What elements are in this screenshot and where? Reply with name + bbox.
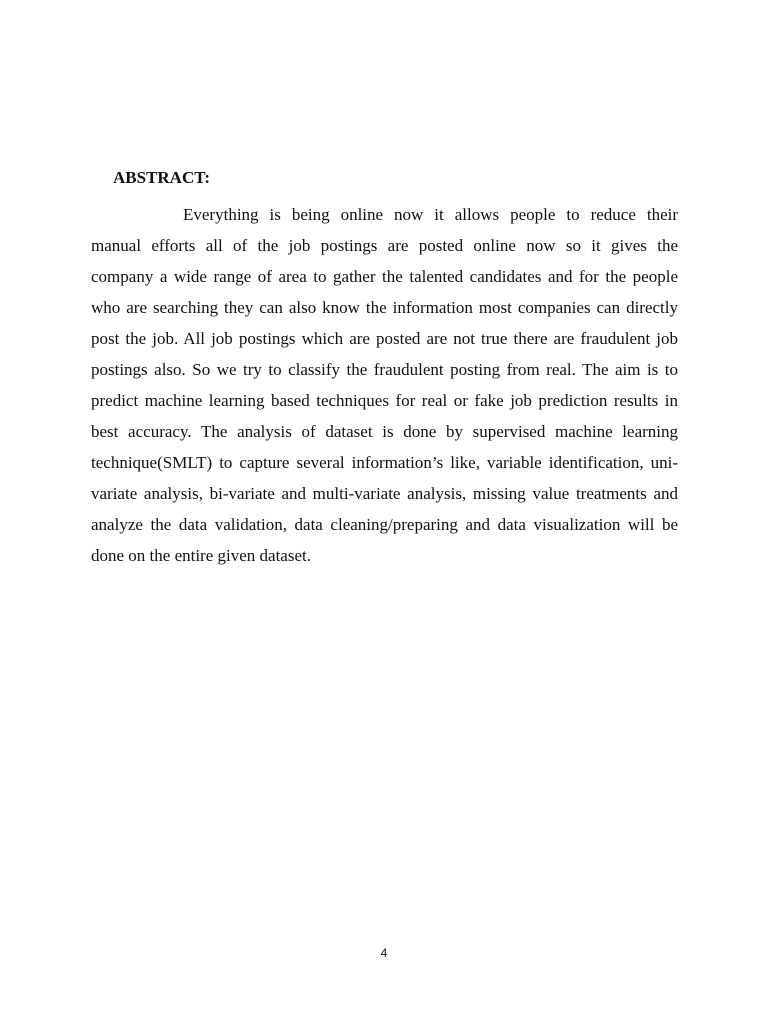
paragraph-line: technique(SMLT) to capture several information’s like, variable identification, uni- (91, 453, 678, 472)
paragraph-line: done on the entire given dataset. (91, 546, 311, 565)
paragraph-line: Everything is being online now it allows people to reduce their (183, 205, 678, 224)
paragraph-line: company a wide range of area to gather the talented candidates and for the people (91, 267, 678, 286)
paragraph-line: post the job. All job postings which are posted are not true there are fraudulent job (91, 329, 678, 348)
abstract-paragraph (91, 199, 678, 571)
abstract-heading: ABSTRACT: (113, 168, 210, 187)
paragraph-line: predict machine learning based techniques for real or fake job prediction results in (91, 391, 678, 410)
paragraph-line: analyze the data validation, data cleaning/preparing and data visualization will be (91, 515, 678, 534)
paragraph-line: manual efforts all of the job postings are posted online now so it gives the (91, 236, 678, 255)
paragraph-line: who are searching they can also know the information most companies can directly (91, 298, 678, 317)
paragraph-line: variate analysis, bi-variate and multi-variate analysis, missing value treatments and (91, 484, 678, 503)
paragraph-line: best accuracy. The analysis of dataset is done by supervised machine learning (91, 422, 678, 441)
page-number: 4 (380, 946, 388, 960)
paragraph-line: postings also. So we try to classify the fraudulent posting from real. The aim is to (91, 360, 678, 379)
